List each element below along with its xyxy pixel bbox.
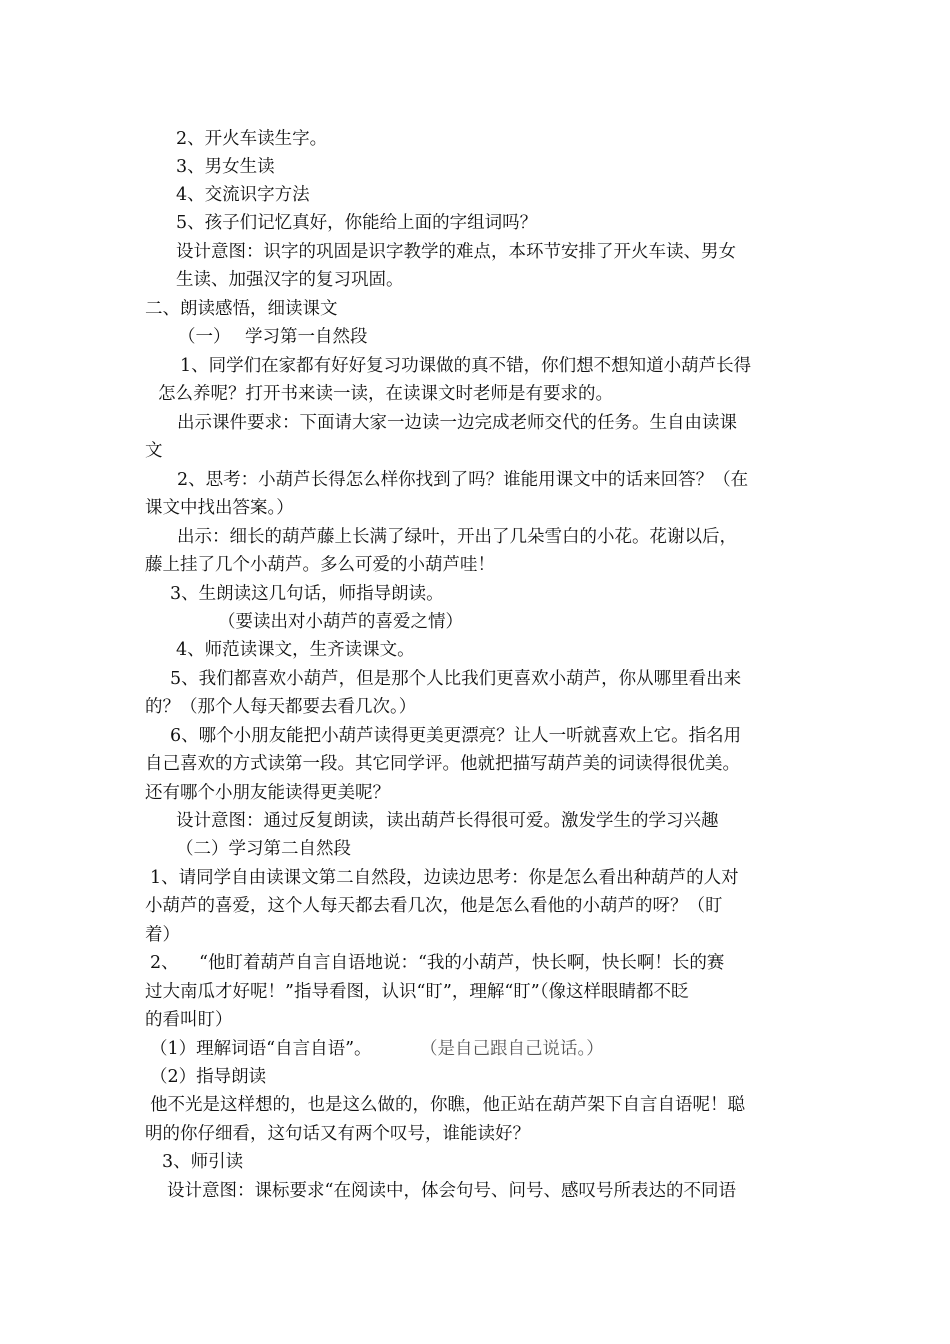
text-line: 3、师引读 <box>162 1152 244 1172</box>
text-line: 出示：细长的葫芦藤上长满了绿叶，开出了几朵雪白的小花。花谢以后， <box>177 527 737 547</box>
text-line: 6、哪个小朋友能把小葫芦读得更美更漂亮？让人一听就喜欢上它。指名用 <box>170 726 742 746</box>
text-line: 明的你仔细看，这句话又有两个叹号，谁能读好？ <box>145 1124 530 1144</box>
text-line: 设计意图：识字的巩固是识字教学的难点，本环节安排了开火车读、男女 <box>176 242 736 262</box>
text-line: 他不光是这样想的，也是这么做的，你瞧，他正站在葫芦架下自言自语呢！聪 <box>150 1095 745 1115</box>
section-heading: 二、朗读感悟，细读课文 <box>145 299 338 319</box>
text-line-number: 2、 <box>150 953 179 973</box>
text-line: 着） <box>145 925 180 945</box>
text-line: 过大南瓜才好呢！”指导看图，认识“盯”，理解“盯”（像这样眼睛都不眨 <box>145 982 689 1002</box>
text-line: 小葫芦的喜爱，这个人每天都去看几次，他是怎么看他的小葫芦的呀？（盯 <box>145 896 723 916</box>
text-line: 1、请同学自由读课文第二自然段，边读边思考：你是怎么看出种葫芦的人对 <box>150 868 739 888</box>
text-line: 出示课件要求：下面请大家一边读一边完成老师交代的任务。生自由读课 <box>177 413 737 433</box>
text-line: （1）理解词语“自言自语”。 <box>150 1039 372 1059</box>
text-line: 5、我们都喜欢小葫芦，但是那个人比我们更喜欢小葫芦，你从哪里看出来 <box>170 669 742 689</box>
text-line: 文 <box>145 441 163 461</box>
text-line: 3、男女生读 <box>176 157 275 177</box>
text-line: 3、生朗读这几句话，师指导朗读。 <box>170 584 444 604</box>
text-line: 2、开火车读生字。 <box>176 129 328 149</box>
text-line: 藤上挂了几个小葫芦。多么可爱的小葫芦哇！ <box>145 555 495 575</box>
text-line: 怎么养呢？打开书来读一读，在读课文时老师是有要求的。 <box>158 384 613 404</box>
text-line: （要读出对小葫芦的喜爱之情） <box>218 612 463 632</box>
text-line: 2、思考：小葫芦长得怎么样你找到了吗？谁能用课文中的话来回答？（在 <box>177 470 749 490</box>
text-line: 设计意图：课标要求“在阅读中，体会句号、问号、感叹号所表达的不同语 <box>167 1181 736 1201</box>
subsection-title: 学习第一自然段 <box>245 327 368 347</box>
subsection-title: （二）学习第二自然段 <box>176 839 351 859</box>
text-line: 4、师范读课文，生齐读课文。 <box>176 640 415 660</box>
text-line: 的看叫盯） <box>145 1010 233 1030</box>
text-line: 课文中找出答案。） <box>145 498 294 518</box>
text-line: 1、同学们在家都有好好复习功课做的真不错，你们想不想知道小葫芦长得 <box>180 356 752 376</box>
text-line: 生读、加强汉字的复习巩固。 <box>176 270 404 290</box>
text-line: 设计意图：通过反复朗读，读出葫芦长得很可爱。激发学生的学习兴趣 <box>176 811 719 831</box>
text-line: （2）指导朗读 <box>150 1067 267 1087</box>
text-line-note: （是自己跟自己说话。） <box>420 1039 604 1059</box>
text-line: “他盯着葫芦自言自语地说：“我的小葫芦，快长啊，快长啊！长的赛 <box>199 953 725 973</box>
text-line: 4、交流识字方法 <box>176 185 310 205</box>
text-line: 5、孩子们记忆真好，你能给上面的字组词吗？ <box>176 213 538 233</box>
text-line: 自己喜欢的方式读第一段。其它同学评。他就把描写葫芦美的词读得很优美。 <box>145 754 740 774</box>
subsection-number: （一） <box>178 327 231 347</box>
text-line: 还有哪个小朋友能读得更美呢？ <box>145 783 390 803</box>
text-line: 的？（那个人每天都要去看几次。） <box>145 697 417 717</box>
